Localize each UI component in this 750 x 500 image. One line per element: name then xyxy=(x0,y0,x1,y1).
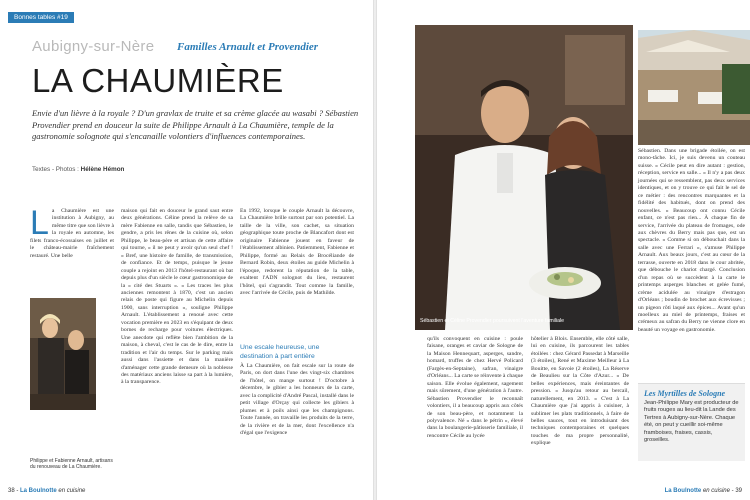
chefs-photo-art xyxy=(415,25,633,330)
sidebar-body: Jean-Philippe Mary est producteur de fruits rouges au lieu-dit la Lande des Tertres à Aubigny-sur-Nère. Chaque été, on peut y cueillir soi-même framboises, fraises, cassis, groseilles. xyxy=(644,400,739,444)
byline xyxy=(32,166,124,173)
photo-caption-right: Sébastien et Céline Provendier poursuivent l'aventure familiale xyxy=(420,318,565,324)
right-column-3: Sébastien. Dans une brigade étoilée, on est mono-tâche. Ici, je suis devenu un couteau suisse. » Cécile peut en dire autant : gestion, réception, service en salle... « Il n'y a pas deux journées qui se ressemblent, pas deux services identiques, et on y trouve ce qui fait le sel de ce métier : des rencontres marquantes et la fidélité des habitués, dont on prend des nouvelles. » Beaucoup ont connu Cécile enfant, ce n'est pas rien... À chaque fin de service, l'arrivée du plateau de fromages, ode aux chèvres du Berry mais pas que, est un spectacle. « Comme si on débouchait dans la salle avec une Ferrari », s'amuse Philippe Arnault. Aux beaux jours, c'est au cœur de la terrasse, ouverte en 2018 dans le cour abritée, que débouche le chariot chargé. Conclusion d'un repas où se succèdent à la carte le printemps asperges blanches et gelée fumé, crème acidulée au vinaigre d'estragon d'Orléans ; boudin de brochet aux écrevisses ; un pigeon rôti laqué aux épices... Avant qu'un moelleux au miel de printemps, fraises et crémeux au safran du Berry ne vienne clore en beauté un voyage en gastronomie. xyxy=(638,148,745,333)
drop-cap: L xyxy=(30,204,49,242)
folio-left-number: 38 - xyxy=(8,488,19,494)
column-2: maison qui fait en douceur le grand saut entre deux générations. Céline prend la relève de sa mère Fabienne en salle, tandis que Sébastien, le gendre, a pris les rênes de la cuisine où, selon Philippe, le beau-père et artisan de cette affaire qui tourne, « il ne peut y avoir qu'un seul chef ! » Bref, une histoire de famille, de transmission, de confiance. Et de temps, puisque le jeune couple a rejoint en 2013 l'hôtel-restaurant où bat depuis plus d'un siècle le cœur gastronomique de la « cité des Stuarts ». « Les traces les plus anciennes remontent à 1870, c'est un ancien relais de poste qui figure au Michelin depuis 1900, sans interruption », souligne Philippe Arnault. L'établissement a renoué avec cette vocation première en 2023 en s'équipant de deux bornes de recharge pour voitures électriques. Une anecdote qui reflète bien l'ambition de la maison, à cheval, c'est le cas de le dire, entre la tradition et l'air du temps. Sur le parking mais aussi dans l'assiette et dans la manière d'aménager cette grande demeure où la noblesse des matériaux anciens laisse sa part à la lumière, à la transparence. xyxy=(121,208,233,386)
place-name: Aubigny-sur-Nère xyxy=(32,38,155,55)
folio-right-magazine: La Boulnotte xyxy=(664,488,702,494)
right-column-2: hôtelier à Blois. Ensemble, elle côté salle, lui en cuisine, ils parcourent les tables étoilées : chez Gérard Passedat à Marseille (3 étoiles), René et Maxime Meilleur à La Bouitte, en Savoie (2 étoiles), La Réserve de Beaulieu sur la Côte d'Azur... « De belles expériences, mais éreintantes de pression. » Jusqu'au retour au bercail, naturellement, en 2013. « C'est à La Chaumière que j'ai appris à cuisiner, à sublimer les plats traditionnels, à faire de belles sauces, tout en introduisant des techniques contemporaines et quelques touches de ma propre personnalité, explique xyxy=(531,336,629,447)
terrace-photo-art xyxy=(638,30,750,145)
right-page xyxy=(377,0,750,500)
folio-right-number: - 39 xyxy=(731,488,742,494)
family-names: Familles Arnault et Provendier xyxy=(177,41,319,53)
column-3-bottom: À La Chaumière, on fait escale sur la route de Paris, on dort dans l'une des vingt-six chambres de l'hôtel, on mange surtout ! D'octobre à décembre, le gibier a les honneurs de la carte, avec la complicité d'André Pascal, installé dans le petit village d'Orçay qui collecte les gibiers à plumes et à poils ainsi que les champignons. Toute l'année, on travaille les produits de la terre, de la rivière et de la mer, dont l'excellence n'a d'égal que l'exigence xyxy=(240,363,354,437)
sidebar-box xyxy=(638,383,745,461)
sidebar-title: Les Myrtilles de Sologne xyxy=(644,389,726,398)
section-heading: Une escale heureuse, une destination à part entière xyxy=(240,344,320,360)
photo-caption-left: Philippe et Fabienne Arnault, artisans du renouveau de La Chaumière. xyxy=(30,458,113,471)
column-1-text: a Chaumière est une institution à Aubigny, au même titre que son lièvre à la royale en automne, les filets franco-écossaises en juillet et le château-mairie fraîchement restauré. Une belle xyxy=(30,208,114,259)
article-lede: Envie d'un lièvre à la royale ? D'un gravlax de truite et sa crème glacée au wasabi ? Sébastien Provendier prend en douceur la suite de Philippe Arnault à La Chaumière, temple de la gastronomie solognote qui s'encanaille volontiers d'influences contemporaines. xyxy=(32,108,359,142)
column-1 xyxy=(30,204,114,260)
byline-label: Textes - Photos : xyxy=(32,166,79,173)
byline-author: Hélène Hémon xyxy=(80,166,125,173)
photo-provendier-couple xyxy=(415,25,633,330)
section-kicker: Bonnes tables #19 xyxy=(8,12,74,23)
column-3-top: En 1992, lorsque le couple Arnault la découvre, La Chaumière brille surtout par son potentiel. La taille de la ville, son cachet, sa situation géographique toute proche de Blancafort dont est originaire Fabienne jouent en faveur de l'établissement albinien. Patiemment, Fabienne et Philippe, formé au Relais de Brocéliande de Bernard Robin, deux étoiles au guide Michelin à l'époque, redorent la réputation de la table, exaltent l'ADN solognot du lieu, restaurent l'hôtel, qui s'agrandit. Tout comme la famille, avec l'arrivée de Cécile, puis de Mathilde. xyxy=(240,208,354,296)
right-column-1: qu'ils convoquent en cuisine : poule faisane, oranges et caviar de Sologne de la Maison Hennequart, asperges, sandre, homard, truffes de chez Hervé Policard (Fargès-en-Septaine), safran, vinaigre d'Orléans... La carte se réinvente à chaque saison. Elle évolue également, sagement mais sûrement, d'une génération à l'autre. Sébastien Provendier le reconnaît volontiers, il a beaucoup appris aux côtés de son beau-père, et notamment la polyvalence. Né « dans le pétrin », élevé dans la boulangerie-pâtisserie familiale, il rencontre Cécile au lycée xyxy=(427,336,523,439)
photo-arnault-couple xyxy=(30,298,96,410)
folio-left-sub: en cuisine xyxy=(58,488,86,494)
left-page xyxy=(0,0,373,500)
photo-terrace xyxy=(638,30,750,145)
article-title: LA CHAUMIÈRE xyxy=(32,62,284,99)
folio-left xyxy=(8,488,85,494)
folio-left-magazine: La Boulnotte xyxy=(20,488,57,494)
couple-photo-art xyxy=(30,298,96,410)
folio-right-sub: en cuisine xyxy=(702,488,730,494)
folio-right xyxy=(665,488,742,494)
